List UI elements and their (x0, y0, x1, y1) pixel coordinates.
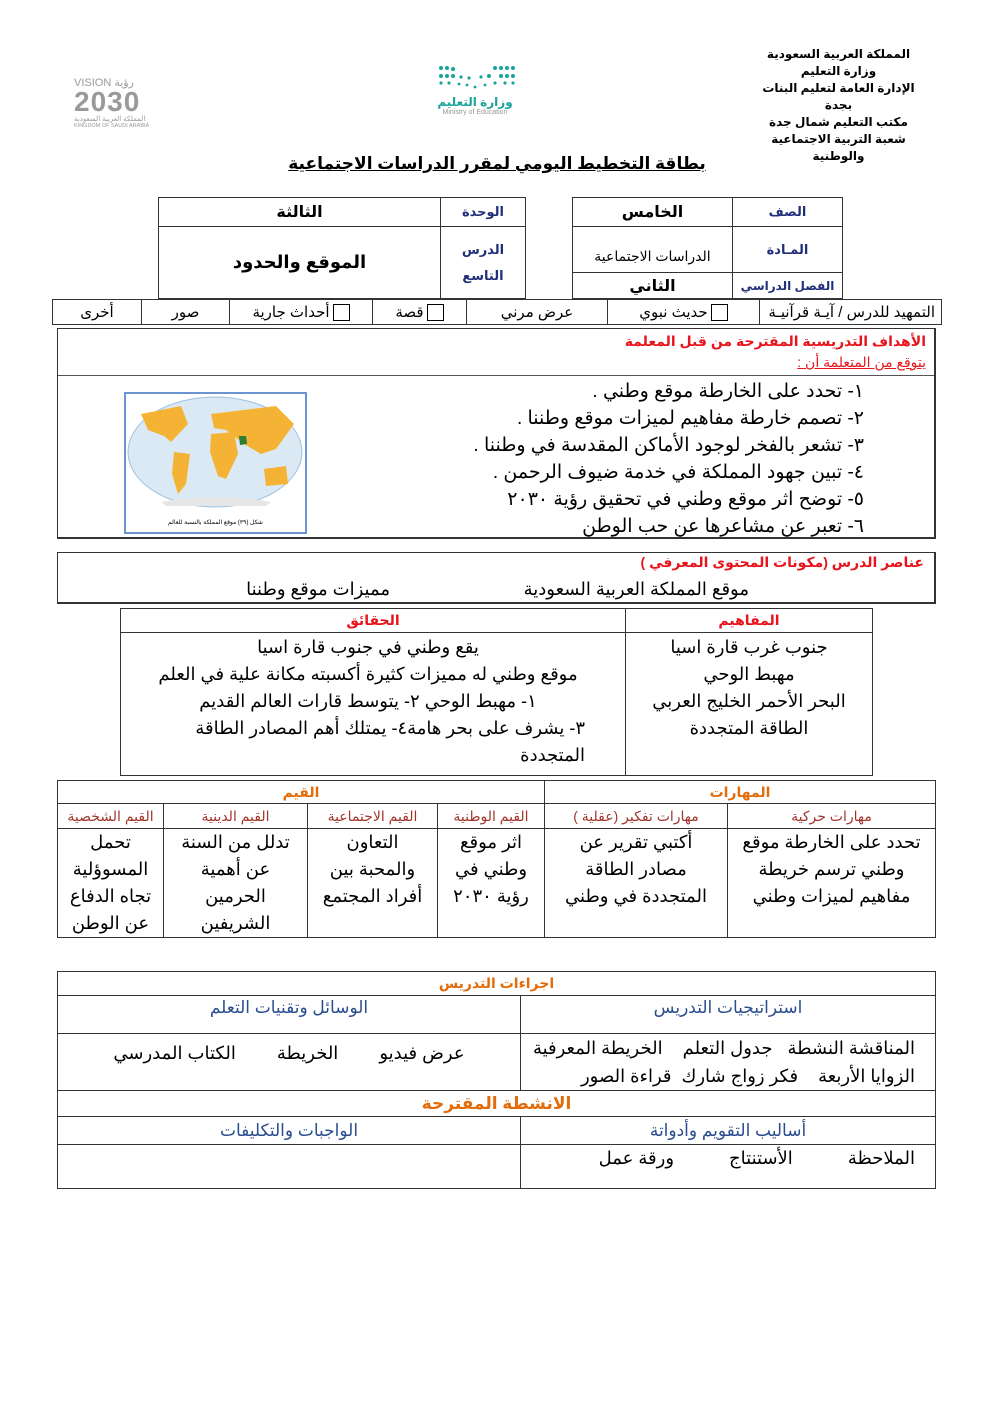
homework-value (58, 1145, 521, 1189)
intro-other: أخرى (53, 300, 142, 325)
activities-title: الانشطة المقترحة (58, 1091, 936, 1117)
vision-ar: المملكة العربية السعودية (74, 116, 146, 123)
subject-label: المـادة (733, 227, 843, 273)
col-body: تحمل المسوؤلية تجاه الدفاع عن الوطن (58, 829, 164, 938)
concepts-facts-table (120, 608, 873, 776)
goals-section (57, 328, 936, 539)
header-line: الإدارة العامة لتعليم البنات بجدة (762, 81, 915, 112)
strategies-line: الزوايا الأربعة فكر زواج شارك قراءة الصور (580, 1066, 915, 1086)
assessment-item: الملاحظة (847, 1148, 915, 1168)
goals-title: الأهداف التدريسية المقترحة من قبل المعلمة (624, 333, 926, 349)
skills-label: المهارات (545, 781, 936, 804)
grade-value: الخامس (573, 198, 733, 227)
facts-list (121, 633, 626, 776)
fact-item: ١- مهبط الوحي ٢- يتوسط قارات العالم القديم (199, 691, 537, 711)
grade-label: الصف (733, 198, 843, 227)
col-body: التعاون والمحبة بين أفراد المجتمع (308, 829, 438, 938)
goal-item: ٦- تعبر عن مشاعرها عن حب الوطن (582, 516, 864, 537)
col-body: أكتبي تقرير عن مصادر الطاقة المتجددة في وطني (545, 829, 728, 938)
lesson-value: الموقع والحدود (159, 227, 441, 299)
concept-item: مهبط الوحي (703, 664, 795, 684)
lesson-label-2: التاسع (462, 267, 504, 283)
intro-story-label: قصة (395, 303, 424, 321)
col-head: مهارات تفكير (عقلية ) (545, 804, 728, 829)
facts-label: الحقائق (121, 609, 626, 633)
concept-item: جنوب غرب قارة اسيا (670, 637, 828, 657)
header-line: وزارة التعليم (800, 64, 877, 78)
values-label: القيم (58, 781, 545, 804)
intro-events[interactable] (230, 300, 373, 325)
homework-label: الواجبات والتكليفات (58, 1117, 521, 1145)
moe-dots-icon (435, 64, 515, 90)
lesson-label (441, 227, 526, 299)
checkbox[interactable] (711, 304, 728, 321)
goal-item: ٢- تصمم خارطة مفاهيم لميزات موقع وطننا . (516, 408, 864, 429)
moe-logo (410, 64, 540, 116)
goal-item: ٥- توضح اثر موقع وطني في تحقيق رؤية ٢٠٣٠ (507, 489, 864, 510)
col-body: اثر موقع وطني في رؤية ٢٠٣٠ (438, 829, 545, 938)
checkbox[interactable] (427, 304, 444, 321)
vision-top: VISION رؤية (74, 77, 134, 89)
assessment-label: أساليب التقويم وأدواتة (521, 1117, 936, 1145)
element-item: مميزات موقع وطننا (246, 579, 390, 599)
col-head: القيم الدينية (164, 804, 308, 829)
term-value: الثاني (573, 273, 733, 299)
page-title: بطاقة التخطيط اليومي لمقرر الدراسات الاجتماعية (288, 154, 706, 173)
tool-item: الكتاب المدرسي (113, 1043, 236, 1063)
grade-subject-table (572, 197, 843, 299)
concepts-label: المفاهيم (626, 609, 873, 633)
goal-item: ٤- تبين جهود المملكة في خدمة ضيوف الرحمن . (492, 462, 864, 483)
moe-logo-en: Ministry of Education (442, 109, 508, 116)
world-map-icon (126, 394, 305, 514)
intro-row (52, 299, 942, 325)
subject-value: الدراسات الاجتماعية (573, 227, 733, 273)
col-head: القيم الاجتماعية (308, 804, 438, 829)
goal-item: ١- تحدد على الخارطة موقع وطني . (592, 381, 864, 402)
world-map-image (124, 392, 307, 534)
strategies-label: استراتيجيات التدريس (521, 996, 936, 1034)
elements-title: عناصر الدرس (مكونات المحتوى المعرفي ) (640, 554, 924, 570)
concepts-list (626, 633, 873, 776)
intro-pictures: صور (142, 300, 230, 325)
fact-item: ٣- يشرف على بحر هامة٤- يمتلك أهم المصادر الطاقة المتجددة (195, 718, 585, 765)
skills-values-table (57, 780, 936, 938)
intro-display: عرض مرني (467, 300, 608, 325)
col-head: القيم الشخصية (58, 804, 164, 829)
intro-story[interactable] (373, 300, 467, 325)
concept-item: البحر الأحمر الخليج العربي (652, 691, 846, 711)
concept-item: الطاقة المتجددة (689, 718, 809, 738)
col-body: تدلل من السنة عن أهمية الحرمين الشريفين (164, 829, 308, 938)
unit-lesson-table (158, 197, 526, 299)
strategies-list (521, 1034, 936, 1091)
procedures-table (57, 971, 936, 1189)
moe-logo-ar: وزارة التعليم (437, 95, 513, 109)
col-body: تحدد على الخارطة موقع وطني ترسم خريطة مفاهيم لميزات وطني (728, 829, 936, 938)
element-item: موقع المملكة العربية السعودية (523, 579, 749, 599)
assessment-list (521, 1145, 936, 1189)
lesson-label-1: الدرس (461, 241, 505, 257)
unit-value: الثالثة (159, 198, 441, 227)
intro-hadith-label: حديث نبوي (639, 303, 708, 321)
fact-item: موقع وطني له مميزات كثيرة أكسبته مكانة علية في العلم (158, 664, 578, 684)
col-head: القيم الوطنية (438, 804, 545, 829)
ministry-header (751, 46, 926, 165)
col-head: مهارات حركية (728, 804, 936, 829)
tools-label: الوسائل وتقنيات التعلم (58, 996, 521, 1034)
intro-quran: التمهيد للدرس / آيـة قرآنيـة (760, 300, 942, 325)
assessment-item: ورقة عمل (598, 1148, 675, 1168)
goal-item: ٣- تشعر بالفخر لوجود الأماكن المقدسة في وطننا . (473, 435, 864, 456)
lesson-elements (57, 552, 936, 604)
vision-year: 2030 (74, 86, 141, 117)
term-label: الفصل الدراسي (733, 273, 843, 299)
assessment-item: الأستنتاج (729, 1148, 793, 1168)
unit-label: الوحدة (441, 198, 526, 227)
header-line: المملكة العربية السعودية (766, 47, 911, 61)
intro-events-label: أحداث جارية (252, 303, 330, 321)
vision-2030-logo (74, 76, 170, 129)
checkbox[interactable] (333, 304, 350, 321)
header-line: مكتب التعليم شمال جدة (769, 115, 908, 129)
header-line: شعبة التربية الاجتماعية والوطنية (771, 132, 906, 163)
vision-en: KINGDOM OF SAUDI ARABIA (74, 123, 150, 129)
strategies-line: المناقشة النشطة جدول التعلم الخريطة المعرفية (532, 1038, 915, 1058)
fact-item: يقع وطني في جنوب قارة اسيا (257, 637, 479, 657)
intro-hadith[interactable] (608, 300, 760, 325)
procedures-title: اجراءات التدريس (58, 972, 936, 996)
tools-list (58, 1034, 521, 1091)
tool-item: عرض فيديو (379, 1043, 465, 1063)
tool-item: الخريطة (276, 1043, 339, 1063)
map-caption: شكل (٣٩) موقع المملكة بالنسبة للعالم (168, 520, 263, 526)
goals-subtitle: يتوقع من المتعلمة أن : (797, 354, 926, 370)
